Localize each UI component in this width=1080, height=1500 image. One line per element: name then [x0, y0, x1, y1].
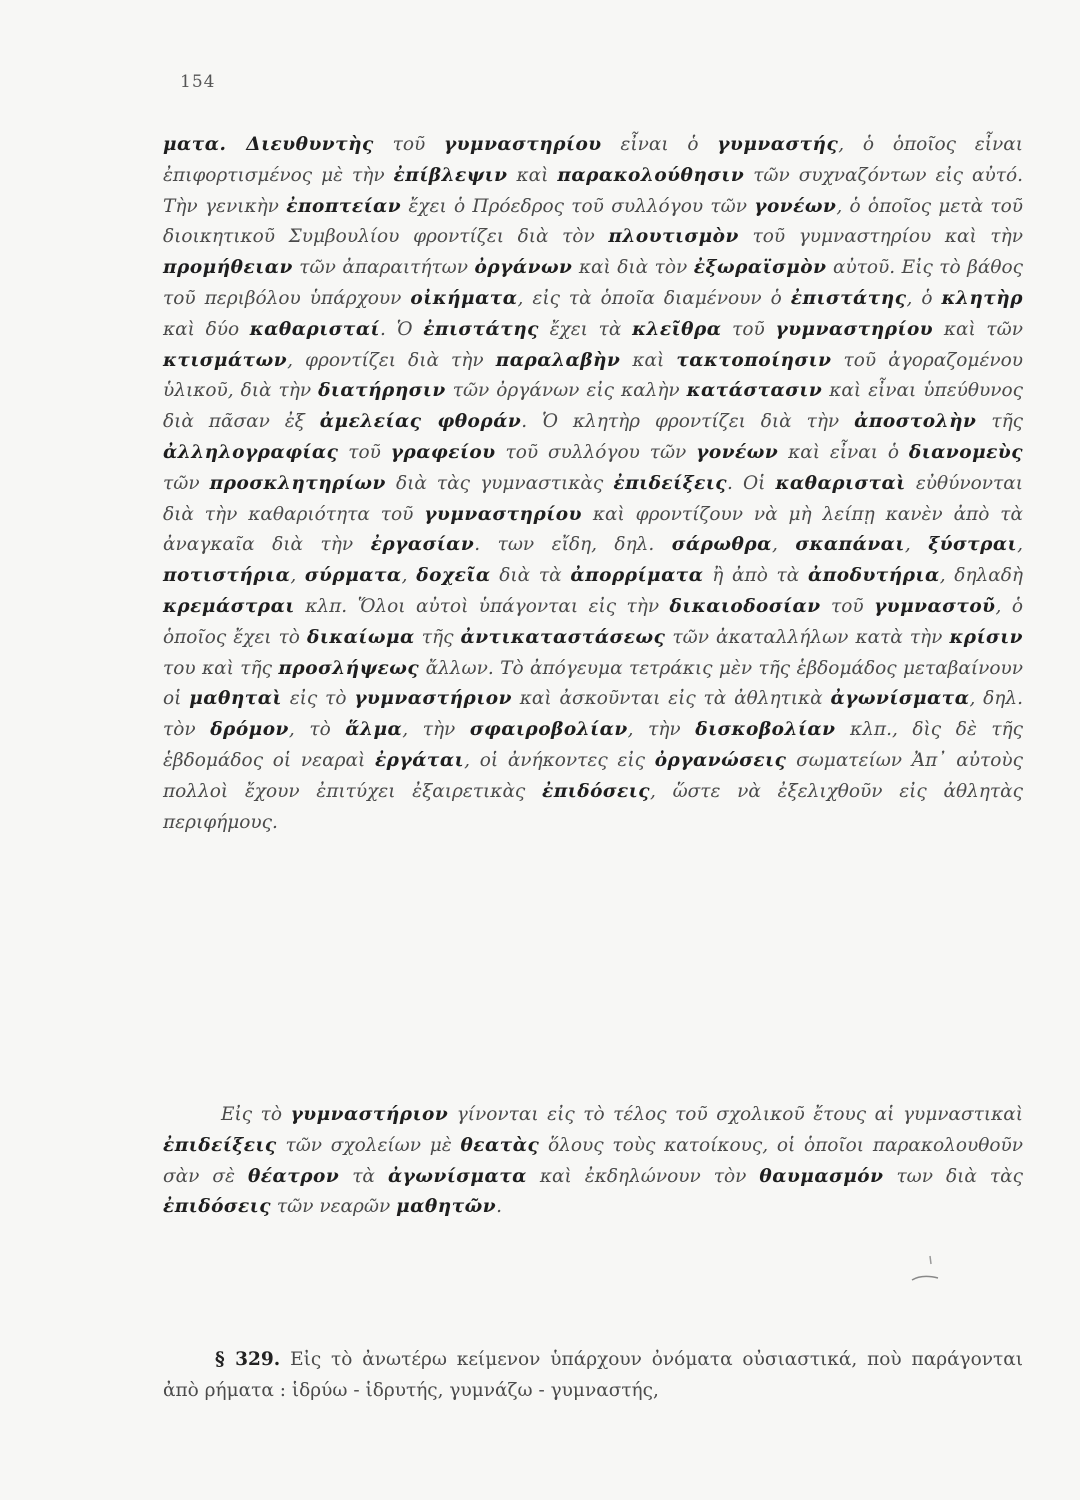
text-run: . [496, 1196, 502, 1218]
text-run: σωματείων Ἀπ᾽ αὐτοὺς πολλοὶ ἔχουν ἐπιτύχει ἐξαιρετικὰς [163, 749, 1024, 802]
bold-term: γυμναστήριον [354, 688, 512, 710]
bold-term: γυμναστοῦ [874, 595, 996, 617]
bold-term: ἐπιδόσεις [163, 1196, 272, 1218]
bold-term: θέατρον [247, 1165, 340, 1187]
text-run: τοῦ γυμναστηρίου καὶ τὴν [738, 226, 1023, 248]
text-run: ἔχει ὁ Πρόεδρος τοῦ συλλόγου τῶν [401, 195, 755, 217]
text-run: καὶ δύο [163, 318, 250, 340]
bold-term: προμήθειαν [163, 257, 293, 279]
text-run: διὰ τὰ [490, 565, 571, 587]
text-run: καὶ ἀσκοῦνται εἰς τὰ ἀθλητικὰ [511, 688, 831, 710]
text-run: , [904, 534, 929, 556]
text-run: , [290, 565, 305, 587]
text-run: καὶ φροντίζουν νὰ μὴ λείπῃ κανὲν ἀπὸ τὰ ἀναγκαῖα διὰ τὴν [163, 503, 1023, 556]
text-run: . των εἴδη, δηλ. [474, 534, 672, 556]
text-run: καὶ εἶναι ὁ [778, 441, 909, 463]
bold-term: παραλαβὴν [495, 349, 621, 371]
bold-term: σφαιροβολίαν [469, 719, 628, 741]
bold-term: θεατὰς [460, 1134, 540, 1156]
text-run: , εἰς τὰ ὁποῖα διαμένουν ὁ [517, 287, 791, 309]
text-run: του καὶ τῆς [163, 657, 279, 679]
bold-term: προσκλητηρίων [209, 472, 386, 494]
bold-term: κτισμάτων [163, 349, 288, 371]
bold-term: ἐπίβλεψιν [393, 164, 508, 186]
bold-term: κλητὴρ [941, 287, 1024, 309]
bold-term: κλεῖθρα [632, 318, 722, 340]
text-run: καὶ [620, 349, 677, 371]
bold-term: καθαρισταί [249, 318, 381, 340]
bold-term: τακτοποίησιν [676, 349, 832, 371]
bold-term: δικαίωμα [306, 626, 415, 648]
text-run: ἄλλων. Τὸ ἀπόγευμα τετράκις μὲν τῆς ἑβδομάδος μεταβαίνουν οἱ [163, 657, 1023, 710]
section-number: § 329. [215, 1349, 281, 1370]
bold-term: θαυμασμόν [759, 1165, 884, 1187]
bold-term: ἐπιστάτης [423, 318, 539, 340]
pencil-mark-icon [904, 1250, 944, 1290]
text-run: , τὴν [627, 719, 696, 741]
bold-term: γυμναστηρίου [424, 503, 582, 525]
bold-term: ἀγωνίσματα [387, 1165, 527, 1187]
bold-term: ἐπιδείξεις [163, 1134, 277, 1156]
text-run: , ὥστε νὰ ἐξελιχθοῦν εἰς ἀθλητὰς περιφήμους. [163, 780, 1023, 833]
text-run: , ὁ ὁποῖος εἶναι ἐπιφορτισμένος μὲ τὴν [163, 134, 1023, 186]
bold-term: ἀντικαταστάσεως [460, 626, 666, 648]
text-run: τῶν [163, 472, 210, 494]
text-run: τοῦ [338, 441, 391, 463]
text-run: τῶν ἀπαραιτήτων [292, 257, 475, 279]
text-run: τοῦ [373, 134, 444, 155]
text-run: , [771, 534, 796, 556]
text-run: κλπ. Ὅλοι αὐτοὶ ὑπάγονται εἰς τὴν [294, 595, 670, 617]
text-run: ἢ ἀπὸ τὰ [703, 565, 809, 587]
bold-term: ἐπιδόσεις [541, 780, 651, 802]
bold-term: σάρωθρα [671, 534, 772, 556]
bold-term: καθαρισταὶ [775, 472, 906, 494]
bold-term: διανομεὺς [908, 441, 1023, 463]
bold-term: ἐργάται [374, 749, 465, 771]
text-run: ἔχει τὰ [538, 318, 633, 340]
text-run: τοῦ ἀγοραζομένου ὑλικοῦ, διὰ τὴν [163, 349, 1024, 402]
text-run: , δηλ. τὸν [163, 688, 1023, 741]
bold-term: οἰκήματα [410, 287, 518, 309]
bold-term: κρεμάστραι [163, 595, 295, 617]
text-run: τὰ [339, 1165, 388, 1187]
bold-term: γυμναστής [717, 134, 839, 155]
text-run: τῶν συχναζόντων εἰς αὐτό. Τὴν γενικὴν [163, 164, 1023, 217]
text-run: Εἰς τὸ [221, 1104, 291, 1125]
section-text: Εἰς τὸ ἀνωτέρω κείμενον ὑπάρχουν ὀνόματα οὐσιαστικά, ποὺ παράγονται ἀπὸ ρήματα : ἱδρύω - ἱδρυτής, γυμνάζω - γυμναστής, [163, 1349, 1023, 1401]
text-run: τῆς [414, 626, 461, 648]
text-run: . Ὁ κλητὴρ φροντίζει διὰ τὴν [521, 411, 855, 433]
bold-term: κρίσιν [949, 626, 1023, 648]
bold-term: γονέων [696, 441, 779, 463]
bold-term: δισκοβολίαν [695, 719, 836, 741]
text-run: ὅλους τοὺς κατοίκους, οἱ ὁποῖοι παρακολουθοῦν σὰν σὲ [163, 1134, 1023, 1187]
section-paragraph [163, 1345, 1023, 1407]
bold-term: γυμναστηρίου [775, 318, 934, 340]
bold-term: πλουτισμὸν [608, 226, 739, 248]
bold-term: ἀλληλογραφίας [163, 441, 339, 463]
bold-term: σύρματα [304, 565, 402, 587]
bold-term: ματα. Διευθυντὴς [163, 134, 374, 155]
bold-term: ὀργάνων [474, 257, 573, 279]
text-run: καὶ ἐκδηλώνουν τὸν [526, 1165, 760, 1187]
bold-term: ποτιστήρια [163, 565, 291, 587]
paragraph-1 [163, 130, 1023, 838]
bold-term: δικαιοδοσίαν [669, 595, 821, 617]
text-run: κλπ., δὶς δὲ τῆς ἑβδομάδος οἱ νεαραὶ [163, 719, 1024, 771]
bold-term: ἀποδυτήρια [808, 565, 940, 587]
page-number: 154 [180, 72, 216, 92]
text-run: . Οἱ [727, 472, 776, 494]
text-run: , τὸ [288, 719, 346, 741]
text-run: τοῦ [820, 595, 875, 617]
text-run: των διὰ τὰς [883, 1165, 1023, 1187]
text-run: διὰ τὰς γυμναστικὰς [385, 472, 614, 494]
text-run: τῶν νεαρῶν [271, 1196, 397, 1218]
bold-term: ἀμελείας φθοράν [319, 411, 522, 433]
text-run: καὶ εἶναι ὑπεύθυνος διὰ πᾶσαν ἐξ [163, 380, 1023, 433]
bold-term: ἀπορρίματα [570, 565, 704, 587]
bold-term: παρακολούθησιν [557, 164, 745, 186]
text-run: τῶν σχολείων μὲ [276, 1134, 461, 1156]
text-run: εὐθύνονται διὰ τὴν καθαριότητα τοῦ [163, 472, 1023, 525]
bold-term: ὀργανώσεις [654, 749, 787, 771]
text-run: , ὁ ὁποῖος ἔχει τὸ [163, 595, 1023, 648]
bold-term: γονέων [754, 195, 837, 217]
bold-term: γυμναστήριον [290, 1104, 449, 1125]
text-run: γίνονται εἰς τὸ τέλος τοῦ σχολικοῦ ἔτους αἱ γυμναστικαὶ [448, 1104, 1023, 1125]
text-run: τῶν ὀργάνων εἰς καλὴν [445, 380, 687, 402]
bold-term: κατάστασιν [686, 380, 823, 402]
text-run: , οἱ ἀνήκοντες εἰς [464, 749, 655, 771]
text-run: αὐτοῦ. Εἰς τὸ βάθος τοῦ περιβόλου ὑπάρχουν [163, 257, 1023, 309]
text-run: καὶ διὰ τὸν [572, 257, 694, 279]
text-run: , φροντίζει διὰ τὴν [287, 349, 496, 371]
text-run: , δηλαδὴ [939, 565, 1023, 587]
bold-term: ἀποστολὴν [854, 411, 977, 433]
bold-term: δρόμον [210, 719, 289, 741]
text-run: τοῦ συλλόγου τῶν [495, 441, 697, 463]
bold-term: ἐπιδείξεις [613, 472, 728, 494]
bold-term: ἐποπτείαν [286, 195, 402, 217]
text-run: τοῦ [721, 318, 776, 340]
text-run: τῆς [976, 411, 1024, 433]
bold-term: μαθητῶν [396, 1196, 497, 1218]
bold-term: ἐργασίαν [370, 534, 475, 556]
bold-term: ἐξωραϊσμὸν [693, 257, 827, 279]
bold-term: ἅλμα [345, 719, 403, 741]
text-run: καὶ [507, 164, 558, 186]
text-run: καὶ τῶν [933, 318, 1023, 340]
text-run: εἰς τὸ [281, 688, 355, 710]
bold-term: γυμναστηρίου [444, 134, 602, 155]
text-run: , ὁ [906, 287, 942, 309]
bold-term: προσλήψεως [278, 657, 420, 679]
text-run: . Ὁ [380, 318, 424, 340]
bold-term: διατήρησιν [318, 380, 446, 402]
bold-term: μαθηταὶ [189, 688, 282, 710]
text-run: , [401, 565, 417, 587]
bold-term: γραφείου [390, 441, 496, 463]
bold-term: ξύστραι [928, 534, 1018, 556]
bold-term: σκαπάναι [795, 534, 905, 556]
text-run: , ὁ ὁποῖος μετὰ τοῦ διοικητικοῦ Συμβουλίου φροντίζει διὰ τὸν [163, 195, 1023, 248]
bold-term: ἀγωνίσματα [830, 688, 970, 710]
text-run: , [1017, 534, 1023, 556]
bold-term: δοχεῖα [416, 565, 491, 587]
text-run: τῶν ἀκαταλλήλων κατὰ τὴν [665, 626, 950, 648]
text-run: εἶναι ὁ [601, 134, 718, 155]
bold-term: ἐπιστάτης [790, 287, 907, 309]
text-run: , τὴν [402, 719, 470, 741]
paragraph-2 [163, 1100, 1023, 1223]
